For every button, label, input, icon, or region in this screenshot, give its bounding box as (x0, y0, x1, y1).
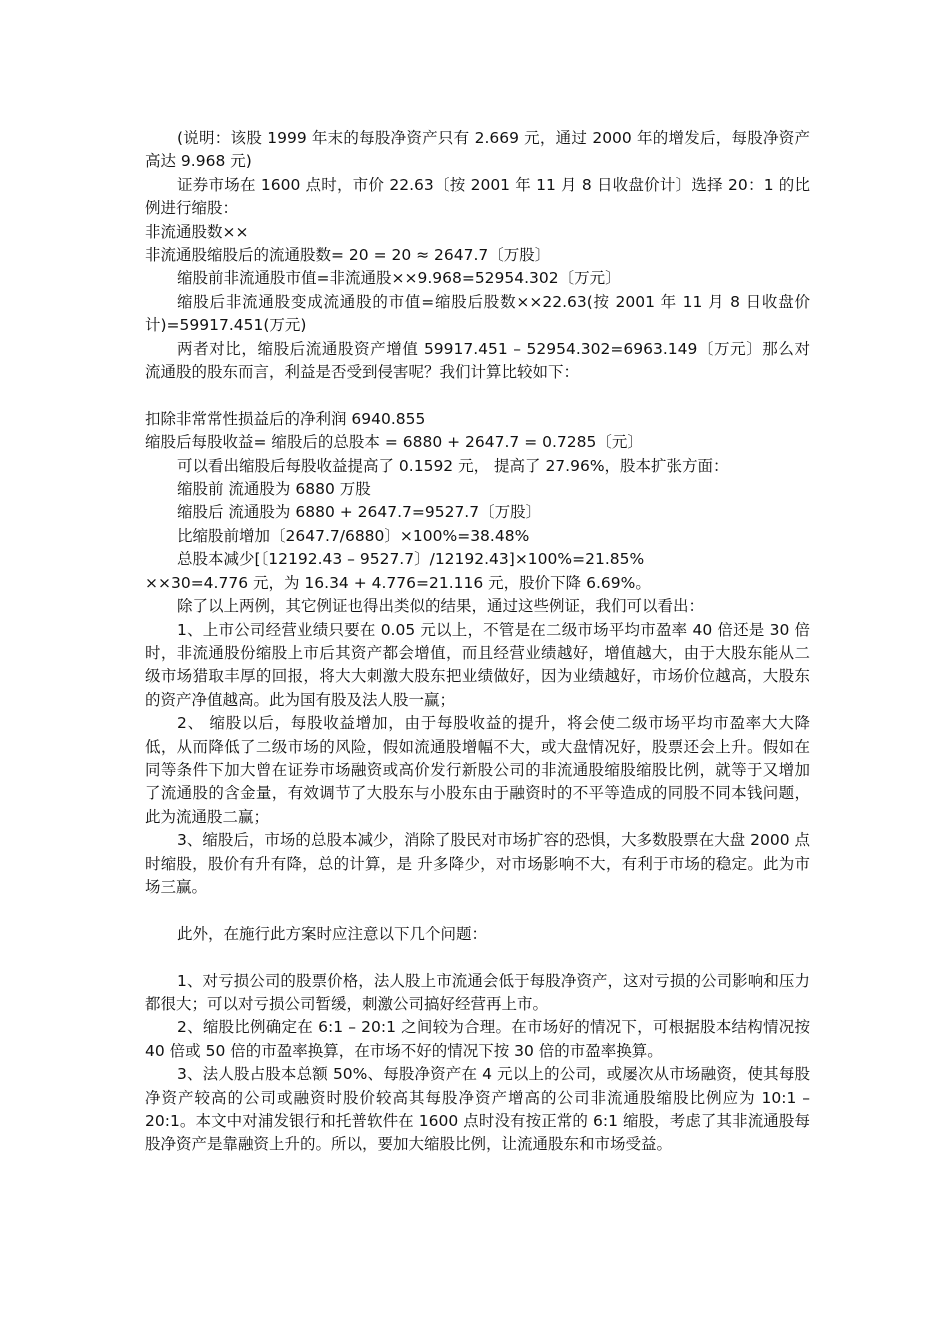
blank-line (145, 946, 810, 969)
paragraph: 可以看出缩股后每股收益提高了 0.1592 元， 提高了 27.96%，股本扩张方面： (177, 456, 729, 475)
paragraph: 比缩股前增加〔2647.7/6880〕×100%=38.48% (177, 526, 530, 545)
paragraph: 非流通股数×× (145, 222, 249, 241)
blank-line (145, 899, 810, 922)
paragraph: 扣除非常常性损益后的净利润 6940.855 (145, 409, 426, 428)
paragraph: 除了以上两例，其它例证也得出类似的结果，通过这些例证，我们可以看出： (177, 597, 705, 616)
paragraph: (说明：该股 1999 年末的每股净资产只有 2.669 元，通过 2000 年的增发后，每股净资产高达 9.968 元) (145, 129, 810, 171)
paragraph: 非流通股缩股后的流通股数= 20 = 20 ≈ 2647.7〔万股〕 (145, 246, 551, 265)
paragraph: 1、上市公司经营业绩只要在 0.05 元以上，不管是在二级市场平均市盈率 40 倍还是 30 倍时，非流通股份缩股上市后其资产都会增值，而且经营业绩越好，增值越大，由于大股东能从二级市场猎取丰厚的回报，将大大刺激大股东把业绩做好，因为业绩越好，市场价位越高，大股东的资产净值越高。此为国有股及法人股一赢； (145, 620, 810, 709)
paragraph: 缩股后每股收益= 缩股后的总股本 = 6880 + 2647.7 = 0.7285〔元〕 (145, 433, 643, 452)
paragraph: 2、 缩股以后，每股收益增加，由于每股收益的提升，将会使二级市场平均市盈率大大降低，从而降低了二级市场的风险，假如流通股增幅不大，或大盘情况好，股票还会上升。假如在同等条件下加大曾在证券市场融资或高价发行新股公司的非流通股缩股缩股比例，就等于又增加了流通股的含金量，有效调节了大股东与小股东由于融资时的不平等造成的同股不同本钱问题，此为流通股二赢； (145, 714, 810, 826)
paragraph: 3、缩股后，市场的总股本减少，消除了股民对市场扩容的恐惧，大多数股票在大盘 2000 点时缩股，股价有升有降，总的计算，是 升多降少，对市场影响不大，有利于市场的稳定。此为市场三赢。 (145, 831, 810, 896)
paragraph: 缩股前 流通股为 6880 万股 (177, 480, 371, 499)
document-body (145, 127, 810, 1157)
paragraph: ××30=4.776 元，为 16.34 + 4.776=21.116 元，股价下降 6.69%。 (145, 573, 651, 592)
paragraph: 1、对亏损公司的股票价格，法人股上市流通会低于每股净资产，这对亏损的公司影响和压力都很大；可以对亏损公司暂缓，刺激公司搞好经营再上市。 (145, 971, 810, 1013)
paragraph: 缩股前非流通股市值=非流通股××9.968=52954.302〔万元〕 (177, 269, 621, 288)
paragraph: 缩股后 流通股为 6880 + 2647.7=9527.7〔万股〕 (177, 503, 542, 522)
paragraph: 3、法人股占股本总额 50%、每股净资产在 4 元以上的公司，或屡次从市场融资，使其每股净资产较高的公司或融资时股价较高其每股净资产增高的公司非流通股缩股比例应为 10:1 – 20:1。本文中对浦发银行和托普软件在 1600 点时没有按正常的 6:1 缩股，考虑了其非流通股每股净资产是靠融资上升的。所以，要加大缩股比例，让流通股东和市场受益。 (145, 1065, 810, 1154)
paragraph: 两者对比，缩股后流通股资产增值 59917.451 – 52954.302=6963.149〔万元〕那么对流通股的股东而言，利益是否受到侵害呢？我们计算比较如下： (145, 339, 810, 382)
paragraph: 此外，在施行此方案时应注意以下几个问题： (177, 924, 488, 943)
paragraph: 证券市场在 1600 点时，市价 22.63〔按 2001 年 11 月 8 日收盘价计〕选择 20：1 的比例进行缩股： (145, 175, 810, 218)
paragraph: 缩股后非流通股变成流通股的市值=缩股后股数××22.63(按 2001 年 11 月 8 日收盘价计)=59917.451(万元) (145, 292, 810, 335)
paragraph: 总股本减少[〔12192.43 – 9527.7〕/12192.43]×100%=21.85% (177, 550, 645, 569)
paragraph: 2、缩股比例确定在 6:1 – 20:1 之间较为合理。在市场好的情况下，可根据股本结构情况按 40 倍或 50 倍的市盈率换算，在市场不好的情况下按 30 倍的市盈率换算。 (145, 1018, 810, 1060)
blank-line (145, 384, 810, 407)
